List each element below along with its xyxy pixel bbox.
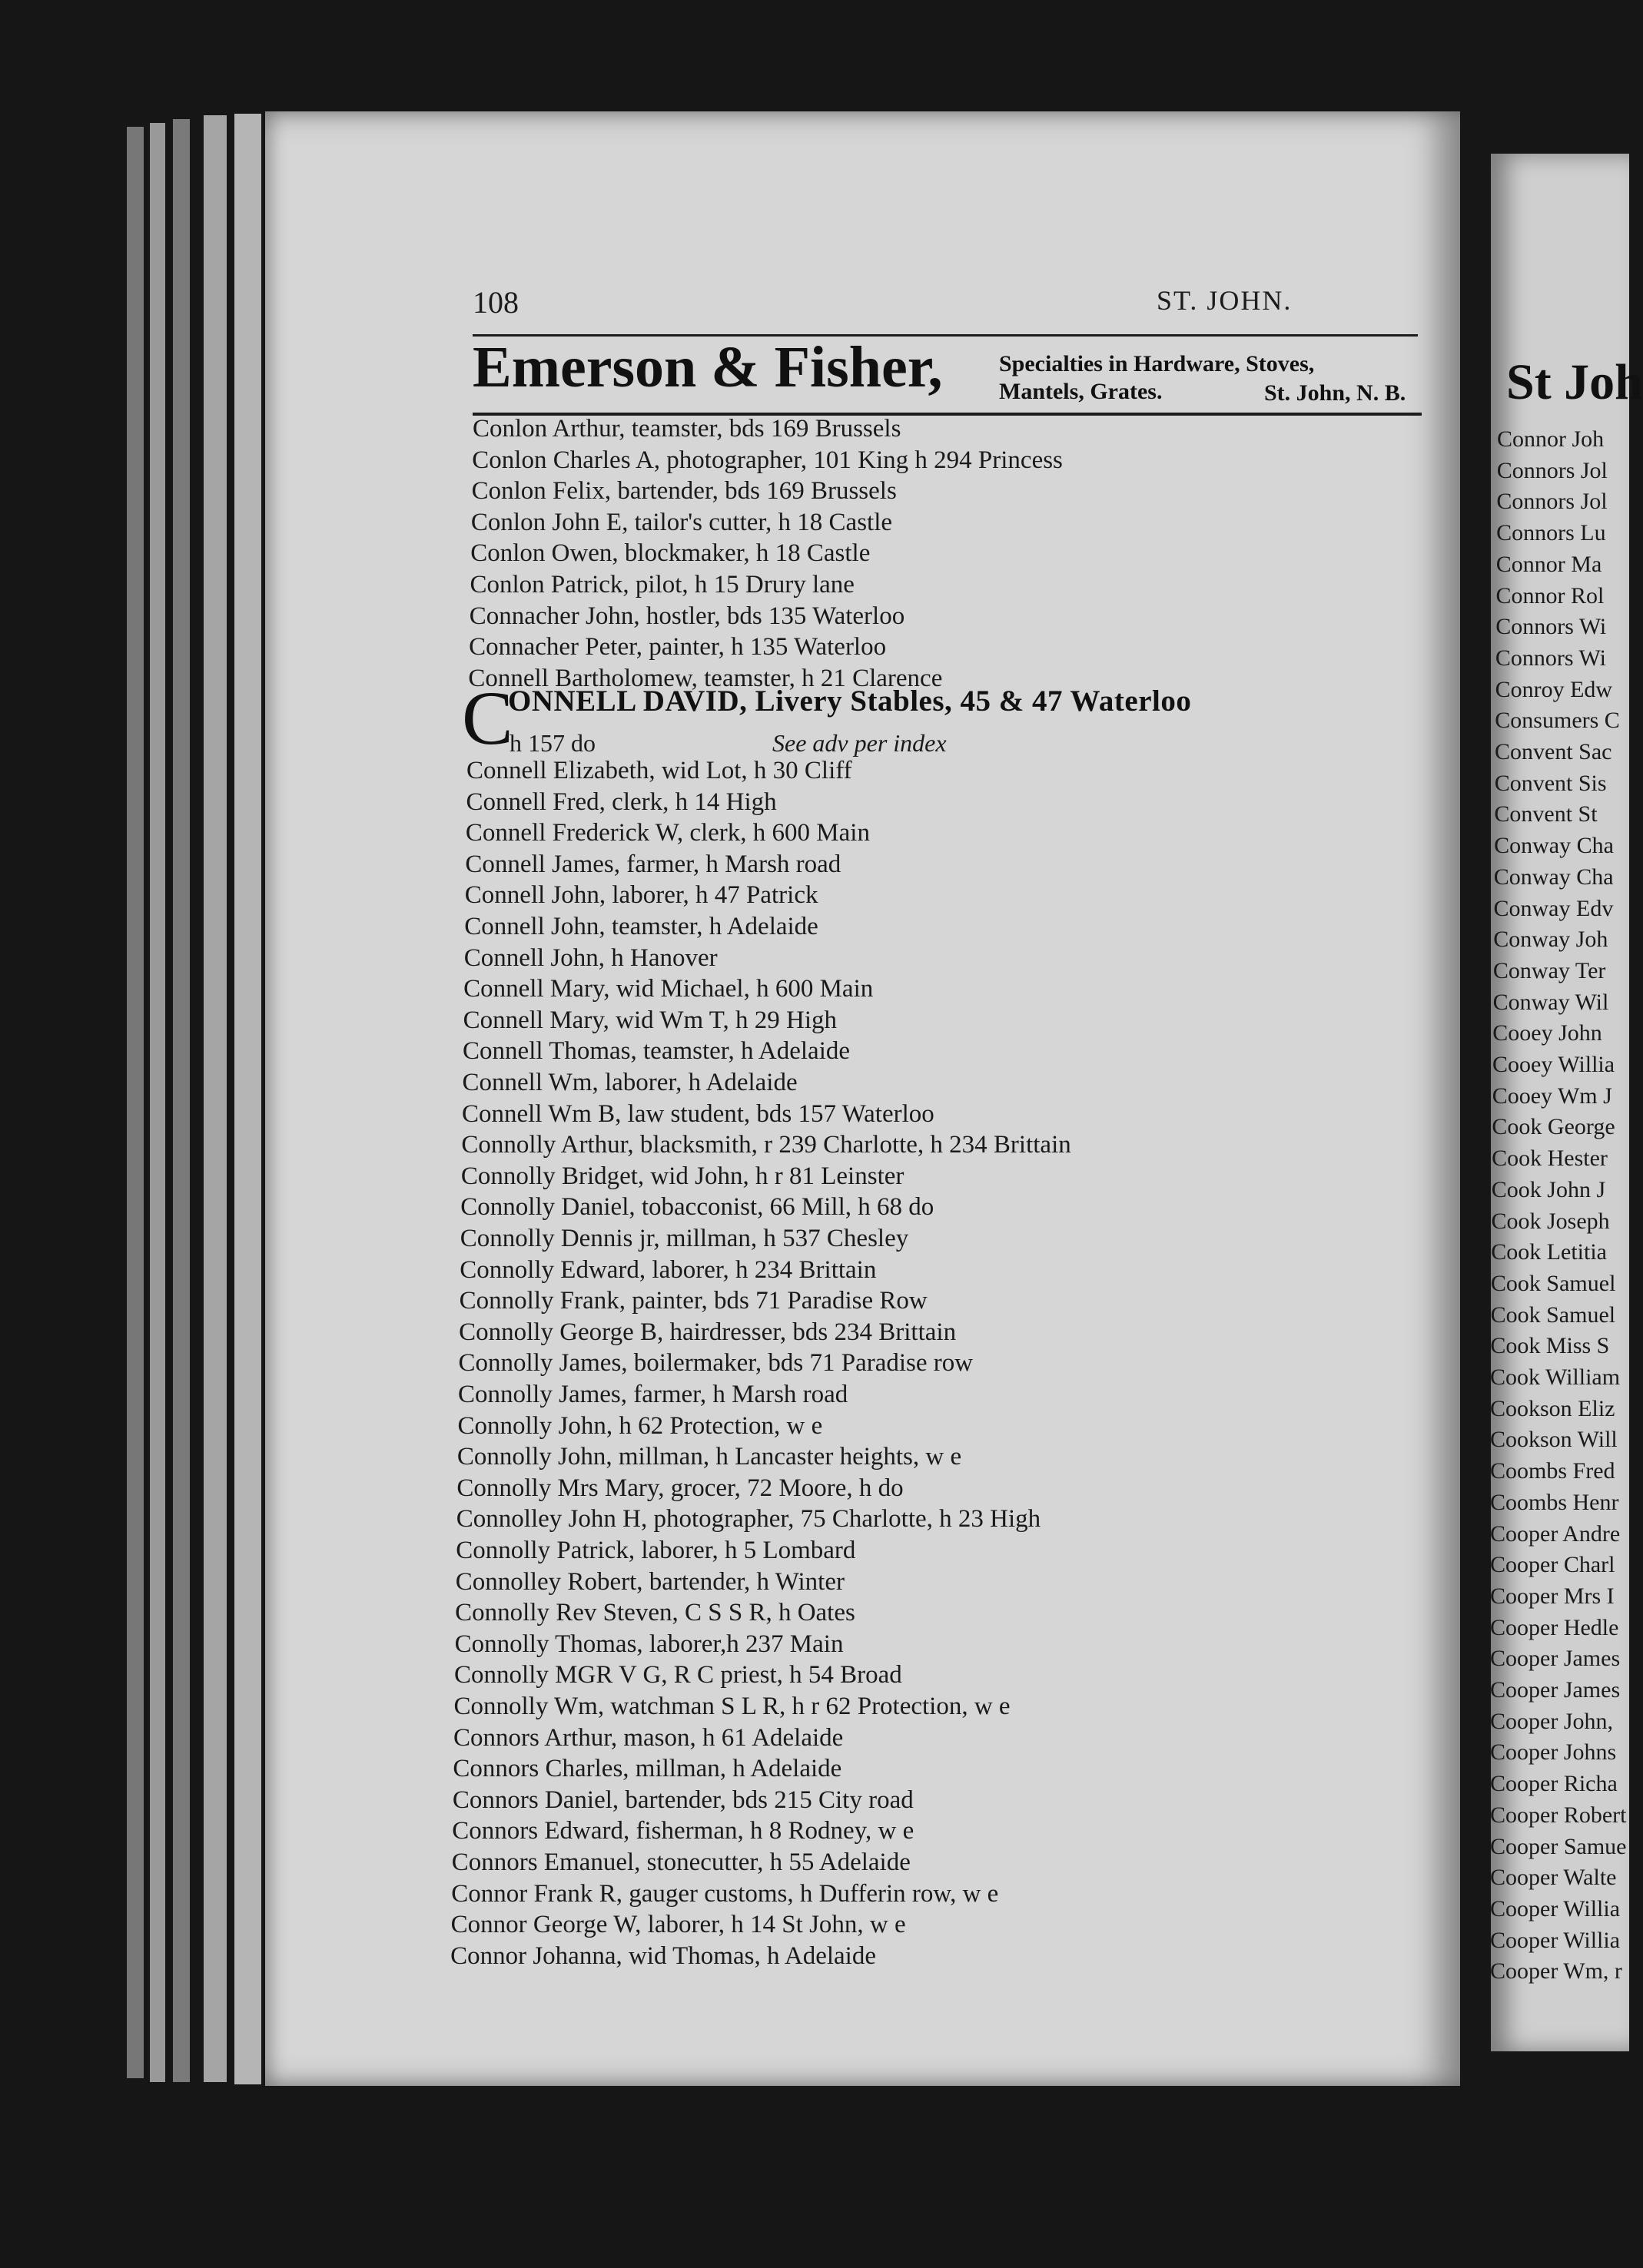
directory-entry: Conlon John E, tailor's cutter, h 18 Castle bbox=[470, 508, 893, 536]
directory-entry: Connell Wm B, law student, bds 157 Waterloo bbox=[461, 1099, 934, 1128]
facing-page-entry: Connors Jol bbox=[1496, 489, 1608, 515]
directory-entry: Connolley John H, photographer, 75 Charlotte, h 23 High bbox=[456, 1505, 1041, 1534]
facing-page-entry: Conway Cha bbox=[1494, 833, 1614, 859]
facing-page-entry: Cooper Wm, r bbox=[1490, 1958, 1622, 1984]
directory-entry: Connell Fred, clerk, h 14 High bbox=[466, 788, 777, 816]
directory-entries bbox=[265, 111, 1460, 2086]
directory-entry: Connolly Edward, laborer, h 234 Brittain bbox=[460, 1255, 877, 1284]
facing-page-entry: Conway Wil bbox=[1492, 989, 1609, 1015]
directory-entry: Connell Thomas, teamster, h Adelaide bbox=[463, 1037, 851, 1066]
facing-page-entry: Cooper Walte bbox=[1490, 1865, 1617, 1891]
page-stack-edge bbox=[234, 114, 261, 2084]
facing-page-entry: Connor Rol bbox=[1495, 582, 1605, 608]
facing-page-entry: Cooey Wm J bbox=[1492, 1083, 1612, 1109]
facing-page-entry: Cook William bbox=[1490, 1364, 1621, 1390]
facing-page-entry: Cook Hester bbox=[1492, 1146, 1608, 1172]
facing-page-entry: Connors Wi bbox=[1495, 645, 1606, 671]
facing-page-header: St Joh bbox=[1506, 354, 1643, 410]
directory-page bbox=[265, 111, 1460, 2086]
facing-page-entry: Cooper Andre bbox=[1490, 1520, 1621, 1547]
facing-page-entry: Cookson Will bbox=[1490, 1427, 1618, 1453]
feature-entry: ONNELL DAVID, Livery Stables, 45 & 47 Waterloo bbox=[508, 685, 1192, 718]
facing-page-entry: Cooper Charl bbox=[1490, 1552, 1615, 1578]
directory-entry: Connolly Mrs Mary, grocer, 72 Moore, h do bbox=[456, 1474, 904, 1502]
directory-entry: Connolly John, millman, h Lancaster heights, w e bbox=[456, 1443, 962, 1471]
directory-entry: Connor Frank R, gauger customs, h Dufferin row, w e bbox=[451, 1879, 999, 1908]
directory-entry: Connacher John, hostler, bds 135 Waterloo bbox=[469, 602, 905, 630]
facing-page bbox=[1490, 154, 1643, 2051]
directory-entry: Connell Bartholomew, teamster, h 21 Clarence bbox=[468, 664, 943, 692]
facing-page-entry: Convent Sis bbox=[1494, 770, 1607, 796]
facing-page-entry: Cooper Mrs I bbox=[1490, 1583, 1615, 1609]
facing-page-entry: Coombs Henr bbox=[1490, 1489, 1619, 1515]
facing-page-entry: Convent St bbox=[1494, 801, 1598, 827]
directory-entry: Connolly George B, hairdresser, bds 234 Brittain bbox=[459, 1318, 957, 1346]
directory-entry: Conlon Arthur, teamster, bds 169 Brussels bbox=[473, 415, 901, 443]
directory-entry: Connell Mary, wid Michael, h 600 Main bbox=[463, 975, 874, 1003]
directory-entry: Connolly John, h 62 Protection, w e bbox=[457, 1411, 823, 1440]
directory-entry: Conlon Owen, blockmaker, h 18 Castle bbox=[470, 539, 871, 568]
facing-page-entry: Cooper Richa bbox=[1490, 1771, 1618, 1797]
facing-page-entry: Consumers C bbox=[1495, 708, 1620, 734]
directory-entry: Connolly MGR V G, R C priest, h 54 Broad bbox=[454, 1661, 902, 1689]
facing-page-entry: Cooper Johns bbox=[1490, 1739, 1617, 1766]
ad-specialties: Specialties in Hardware, Stoves, bbox=[999, 351, 1315, 376]
directory-entry: Connell James, farmer, h Marsh road bbox=[465, 850, 841, 878]
facing-page-entry: Connors Jol bbox=[1496, 457, 1608, 483]
feature-drop-cap: C bbox=[462, 675, 513, 761]
directory-entry: Connolly Thomas, laborer,h 237 Main bbox=[454, 1630, 844, 1658]
directory-entry: Conlon Patrick, pilot, h 15 Drury lane bbox=[470, 571, 855, 598]
facing-page-entry: Cookson Eliz bbox=[1490, 1395, 1615, 1421]
facing-page-entry: Cook Miss S bbox=[1490, 1333, 1610, 1359]
facing-page-entry: Cook John J bbox=[1491, 1176, 1606, 1202]
directory-entry: Connell John, teamster, h Adelaide bbox=[464, 913, 818, 940]
directory-entry: Connolly Daniel, tobacconist, 66 Mill, h 68 do bbox=[460, 1193, 934, 1222]
facing-page-entry: Cooper Samue bbox=[1490, 1833, 1627, 1859]
directory-entry: Connell Mary, wid Wm T, h 29 High bbox=[463, 1006, 838, 1034]
directory-entry: Connell Frederick W, clerk, h 600 Main bbox=[465, 819, 870, 847]
ad-products: Mantels, Grates. bbox=[999, 379, 1163, 404]
facing-page-entry: Cooper James bbox=[1490, 1646, 1621, 1672]
facing-page-entry: Conroy Edw bbox=[1495, 676, 1613, 702]
directory-entry: Connell John, h Hanover bbox=[463, 943, 718, 972]
facing-page-entry: Cooper Robert bbox=[1490, 1802, 1627, 1828]
facing-page-entry: Coombs Fred bbox=[1490, 1458, 1615, 1484]
page-stack-edge bbox=[127, 127, 144, 2078]
ad-business-name: Emerson & Fisher, bbox=[473, 335, 943, 400]
facing-page-entry: Cooper Willia bbox=[1490, 1895, 1621, 1922]
facing-page-entry: Cooper Willia bbox=[1490, 1927, 1621, 1953]
directory-entry: Connolly Patrick, laborer, h 5 Lombard bbox=[456, 1537, 856, 1564]
directory-entry: Connors Charles, millman, h Adelaide bbox=[453, 1755, 842, 1783]
facing-page-entry: Cook Joseph bbox=[1491, 1208, 1610, 1234]
facing-page-entry: Connors Lu bbox=[1496, 520, 1606, 546]
feature-entry-residence: h 157 do bbox=[509, 729, 596, 757]
facing-page-entry: Conway Joh bbox=[1493, 927, 1608, 953]
facing-page-entry: Cooper Hedle bbox=[1490, 1614, 1619, 1640]
page-number: 108 bbox=[473, 285, 519, 320]
facing-page-entry: Conway Edv bbox=[1493, 895, 1614, 921]
facing-page-entry: Cook Samuel bbox=[1490, 1301, 1616, 1328]
directory-entry: Connolly Bridget, wid John, h r 81 Leinster bbox=[460, 1162, 904, 1190]
directory-entry: Connors Edward, fisherman, h 8 Rodney, w e bbox=[452, 1817, 914, 1845]
facing-page-entry: Connor Ma bbox=[1495, 551, 1602, 577]
directory-entry: Conlon Felix, bartender, bds 169 Brussels bbox=[471, 477, 897, 506]
directory-entry: Connolly Rev Steven, C S S R, h Oates bbox=[455, 1599, 855, 1627]
directory-entry: Connolly Arthur, blacksmith, r 239 Charlotte, h 234 Brittain bbox=[461, 1131, 1071, 1159]
directory-entry: Connolly Wm, watchman S L R, h r 62 Protection, w e bbox=[453, 1693, 1011, 1720]
directory-entry: Connors Emanuel, stonecutter, h 55 Adelaide bbox=[451, 1849, 911, 1876]
facing-page-entry: Cook Letitia bbox=[1491, 1239, 1607, 1265]
facing-page-entry: Connor Joh bbox=[1497, 426, 1605, 452]
ad-location: St. John, N. B. bbox=[1264, 380, 1406, 406]
facing-page-entry: Cooey John bbox=[1492, 1020, 1602, 1046]
page-stack-edge bbox=[173, 119, 190, 2082]
directory-entry: Connacher Peter, painter, h 135 Waterloo bbox=[469, 633, 887, 662]
directory-entry: Connell Elizabeth, wid Lot, h 30 Cliff bbox=[466, 757, 852, 784]
directory-entry: Connolley Robert, bartender, h Winter bbox=[455, 1567, 845, 1596]
facing-page-entry: Conway Ter bbox=[1492, 957, 1606, 983]
feature-entry-advert-note: See adv per index bbox=[772, 729, 947, 757]
page-stack-edge bbox=[150, 123, 165, 2082]
directory-entry: Connolly Dennis jr, millman, h 537 Chesley bbox=[460, 1225, 909, 1252]
directory-entry: Connell John, laborer, h 47 Patrick bbox=[464, 881, 818, 910]
directory-entry: Conlon Charles A, photographer, 101 King h 294 Princess bbox=[472, 446, 1063, 474]
directory-entry: Connor George W, laborer, h 14 St John, w e bbox=[450, 1911, 906, 1939]
facing-page-entry: Cooey Willia bbox=[1492, 1052, 1615, 1077]
facing-page-entry: Cooper James bbox=[1490, 1677, 1621, 1703]
directory-entry: Connors Arthur, mason, h 61 Adelaide bbox=[453, 1723, 844, 1752]
directory-entry: Connors Daniel, bartender, bds 215 City road bbox=[452, 1786, 914, 1814]
facing-page-entry: Cook George bbox=[1492, 1114, 1615, 1140]
facing-page-entry: Cook Samuel bbox=[1490, 1270, 1616, 1296]
facing-page-entry: Connors Wi bbox=[1495, 614, 1607, 640]
directory-entry: Connolly Frank, painter, bds 71 Paradise Row bbox=[459, 1287, 928, 1315]
directory-entry: Connolly James, boilermaker, bds 71 Paradise row bbox=[458, 1349, 974, 1378]
directory-entry: Connell Wm, laborer, h Adelaide bbox=[462, 1069, 798, 1096]
directory-entry: Connor Johanna, wid Thomas, h Adelaide bbox=[450, 1941, 876, 1970]
facing-page-entry: Convent Sac bbox=[1495, 739, 1612, 764]
directory-entry: Connolly James, farmer, h Marsh road bbox=[458, 1381, 848, 1408]
running-head: ST. JOHN. bbox=[1157, 285, 1293, 316]
facing-page-entry: Conway Cha bbox=[1493, 864, 1614, 890]
page-stack-edge bbox=[204, 115, 227, 2082]
facing-page-entry: Cooper John, bbox=[1490, 1708, 1613, 1734]
